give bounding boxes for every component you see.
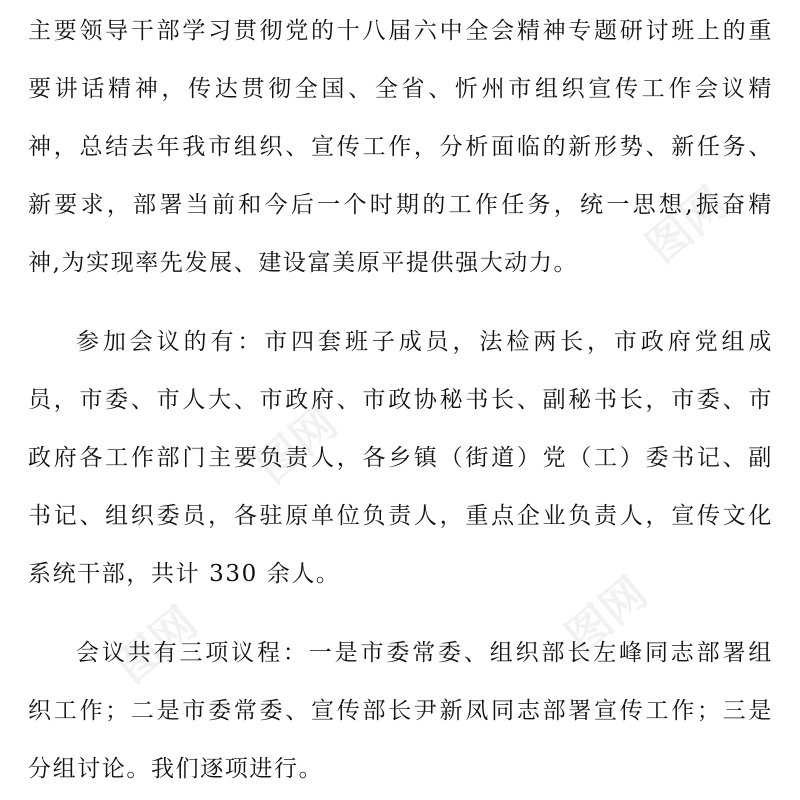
text-line: 书记、组织委员，各驻原单位负责人，重点企业负责人，宣传文化 [28,503,773,529]
text-line: 织工作；二是市委常委、宣传部长尹新凤同志部署宣传工作；三是 [28,698,773,724]
text-line: 主要领导干部学习贯彻党的十八届六中全会精神专题研讨班上的重 [28,18,773,44]
text-line: 分组讨论。我们逐项进行。 [28,756,324,782]
text-line: 神,为实现率先发展、建设富美原平提供强大动力。 [28,250,579,276]
text-line: 新要求，部署当前和今后一个时期的工作任务，统一思想,振奋精 [28,192,773,218]
watermark: 图网 [556,567,657,664]
text-line: 系统干部，共计 330 余人。 [28,561,341,587]
text-line: 要讲话精神，传达贯彻全国、全省、忻州市组织宣传工作会议精 [28,76,773,102]
text-line: 参加会议的有：市四套班子成员，法检两长，市政府党组成 [76,329,773,355]
text-line: 会议共有三项议程：一是市委常委、组织部长左峰同志部署组 [76,640,773,666]
watermark: 图网 [106,597,207,694]
text-line: 神，总结去年我市组织、宣传工作，分析面临的新形势、新任务、 [28,134,773,160]
watermark: 图网 [246,397,347,494]
paragraph-1 [28,2,773,292]
paragraph-2 [28,313,773,603]
paragraph-3 [28,624,773,798]
watermark: 图网 [636,177,737,274]
text-line: 员，市委、市人大、市政府、市政协秘书长、副秘书长，市委、市 [28,387,773,413]
text-line: 政府各工作部门主要负责人，各乡镇（街道）党（工）委书记、副 [28,445,773,471]
